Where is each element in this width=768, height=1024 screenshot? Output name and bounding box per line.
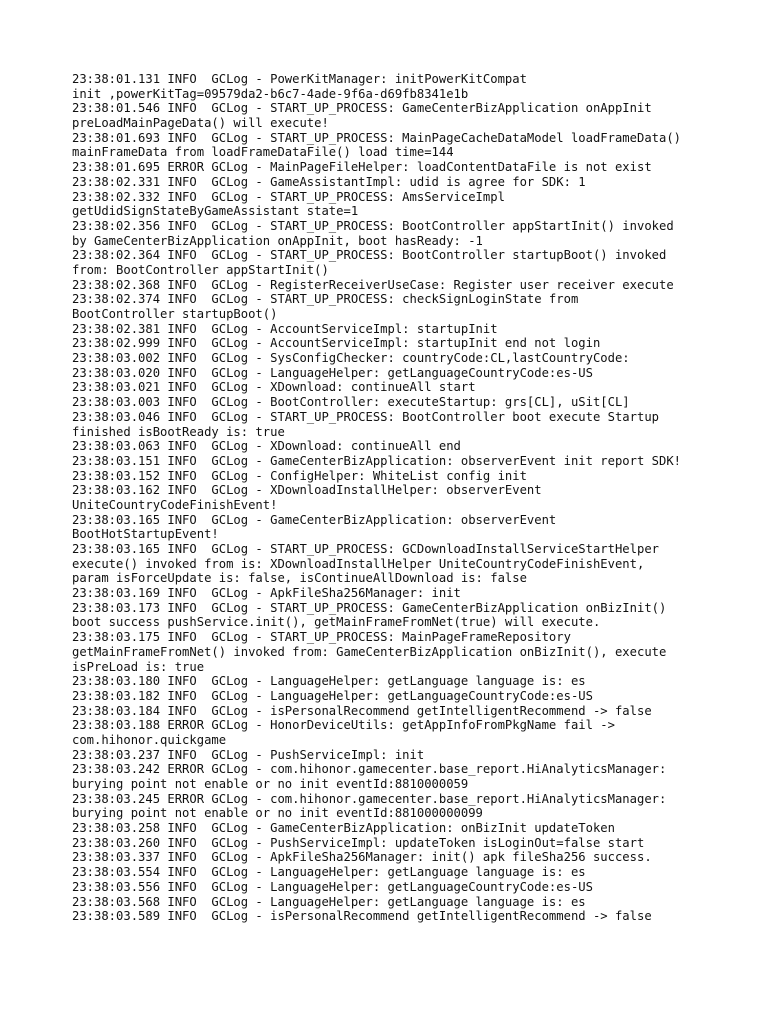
log-line: getMainFrameFromNet() invoked from: GameCenterBizApplication onBizInit(), execute	[72, 644, 667, 659]
log-line: 23:38:03.165 INFO GCLog - GameCenterBizApplication: observerEvent	[72, 512, 557, 527]
log-line: 23:38:03.046 INFO GCLog - START_UP_PROCESS: BootController boot execute Startup	[72, 409, 659, 424]
log-line: init ,powerKitTag=09579da2-b6c7-4ade-9f6a-d69fb8341e1b	[72, 86, 469, 101]
log-line: 23:38:03.151 INFO GCLog - GameCenterBizApplication: observerEvent init report SDK!	[72, 453, 682, 468]
log-line: 23:38:03.258 INFO GCLog - GameCenterBizApplication: onBizInit updateToken	[72, 821, 615, 836]
log-line: 23:38:02.356 INFO GCLog - START_UP_PROCESS: BootController appStartInit() invoked	[72, 218, 674, 233]
log-line: finished isBootReady is: true	[72, 424, 285, 439]
log-line: BootController startupBoot()	[72, 307, 278, 321]
log-line: 23:38:03.237 INFO GCLog - PushServiceImpl: init	[72, 747, 425, 762]
log-line: 23:38:01.693 INFO GCLog - START_UP_PROCESS: MainPageCacheDataModel loadFrameData()	[72, 130, 682, 145]
log-line: preLoadMainPageData() will execute!	[72, 116, 329, 131]
log-line: 23:38:03.162 INFO GCLog - XDownloadInstallHelper: observerEvent	[72, 483, 542, 498]
log-line: 23:38:03.337 INFO GCLog - ApkFileSha256Manager: init() apk fileSha256 success.	[72, 850, 652, 865]
log-line: boot success pushService.init(), getMainFrameFromNet(true) will execute.	[72, 615, 601, 630]
log-line: 23:38:03.175 INFO GCLog - START_UP_PROCESS: MainPageFrameRepository	[72, 630, 571, 645]
log-text-block	[72, 72, 732, 924]
log-line: 23:38:03.184 INFO GCLog - isPersonalRecommend getIntelligentRecommend -> false	[72, 703, 652, 718]
log-line: burying point not enable or no init eventId:881000000099	[72, 806, 483, 821]
log-line: 23:38:02.381 INFO GCLog - AccountServiceImpl: startupInit	[72, 321, 498, 336]
log-line: mainFrameData from loadFrameDataFile() load time=144	[72, 145, 454, 160]
log-line: 23:38:03.063 INFO GCLog - XDownload: continueAll end	[72, 439, 461, 454]
log-line: 23:38:03.242 ERROR GCLog - com.hihonor.gamecenter.base_report.HiAnalyticsManager:	[72, 762, 667, 777]
log-line: 23:38:03.002 INFO GCLog - SysConfigChecker: countryCode:CL,lastCountryCode:	[72, 351, 630, 366]
log-line: getUdidSignStateByGameAssistant state=1	[72, 204, 359, 219]
log-line: BootHotStartupEvent!	[72, 527, 219, 542]
log-line: UniteCountryCodeFinishEvent!	[72, 497, 278, 512]
log-line: 23:38:03.260 INFO GCLog - PushServiceImpl: updateToken isLoginOut=false start	[72, 835, 645, 850]
log-line: 23:38:01.131 INFO GCLog - PowerKitManager: initPowerKitCompat	[72, 72, 527, 86]
log-line: 23:38:03.568 INFO GCLog - LanguageHelper: getLanguage language is: es	[72, 894, 586, 909]
log-line: 23:38:02.331 INFO GCLog - GameAssistantImpl: udid is agree for SDK: 1	[72, 174, 586, 189]
log-line: 23:38:03.020 INFO GCLog - LanguageHelper: getLanguageCountryCode:es-US	[72, 365, 593, 380]
log-line: 23:38:01.695 ERROR GCLog - MainPageFileHelper: loadContentDataFile is not exist	[72, 160, 652, 175]
log-line: 23:38:03.165 INFO GCLog - START_UP_PROCESS: GCDownloadInstallServiceStartHelper	[72, 542, 659, 556]
log-line: 23:38:03.021 INFO GCLog - XDownload: continueAll start	[72, 380, 476, 395]
log-line: 23:38:03.554 INFO GCLog - LanguageHelper: getLanguage language is: es	[72, 865, 586, 880]
log-line: 23:38:02.368 INFO GCLog - RegisterReceiverUseCase: Register user receiver execute	[72, 277, 674, 292]
log-line: 23:38:03.182 INFO GCLog - LanguageHelper: getLanguageCountryCode:es-US	[72, 688, 593, 703]
log-line: execute() invoked from is: XDownloadInstallHelper UniteCountryCodeFinishEvent,	[72, 556, 645, 571]
log-line: burying point not enable or no init eventId:8810000059	[72, 777, 469, 791]
log-line: com.hihonor.quickgame	[72, 732, 227, 747]
log-line: 23:38:03.169 INFO GCLog - ApkFileSha256Manager: init	[72, 586, 461, 601]
log-line: 23:38:02.364 INFO GCLog - START_UP_PROCESS: BootController startupBoot() invoked	[72, 248, 667, 263]
log-line: by GameCenterBizApplication onAppInit, boot hasReady: -1	[72, 233, 483, 248]
log-line: 23:38:03.556 INFO GCLog - LanguageHelper: getLanguageCountryCode:es-US	[72, 879, 593, 894]
log-line: from: BootController appStartInit()	[72, 262, 329, 277]
log-line: param isForceUpdate is: false, isContinueAllDownload is: false	[72, 571, 527, 586]
log-line: 23:38:03.589 INFO GCLog - isPersonalRecommend getIntelligentRecommend -> false	[72, 909, 652, 924]
log-line: isPreLoad is: true	[72, 659, 205, 674]
log-line: 23:38:03.245 ERROR GCLog - com.hihonor.gamecenter.base_report.HiAnalyticsManager:	[72, 791, 667, 806]
log-line: 23:38:03.180 INFO GCLog - LanguageHelper: getLanguage language is: es	[72, 674, 586, 689]
log-line: 23:38:02.999 INFO GCLog - AccountServiceImpl: startupInit end not login	[72, 336, 601, 351]
log-line: 23:38:03.173 INFO GCLog - START_UP_PROCESS: GameCenterBizApplication onBizInit()	[72, 600, 667, 615]
log-line: 23:38:03.188 ERROR GCLog - HonorDeviceUtils: getAppInfoFromPkgName fail ->	[72, 718, 615, 733]
log-line: 23:38:02.374 INFO GCLog - START_UP_PROCESS: checkSignLoginState from	[72, 292, 579, 307]
log-line: 23:38:03.003 INFO GCLog - BootController: executeStartup: grs[CL], uSit[CL]	[72, 395, 630, 410]
log-line: 23:38:02.332 INFO GCLog - START_UP_PROCESS: AmsServiceImpl	[72, 189, 505, 204]
log-line: 23:38:01.546 INFO GCLog - START_UP_PROCESS: GameCenterBizApplication onAppInit	[72, 101, 652, 116]
log-line: 23:38:03.152 INFO GCLog - ConfigHelper: WhiteList config init	[72, 468, 527, 483]
